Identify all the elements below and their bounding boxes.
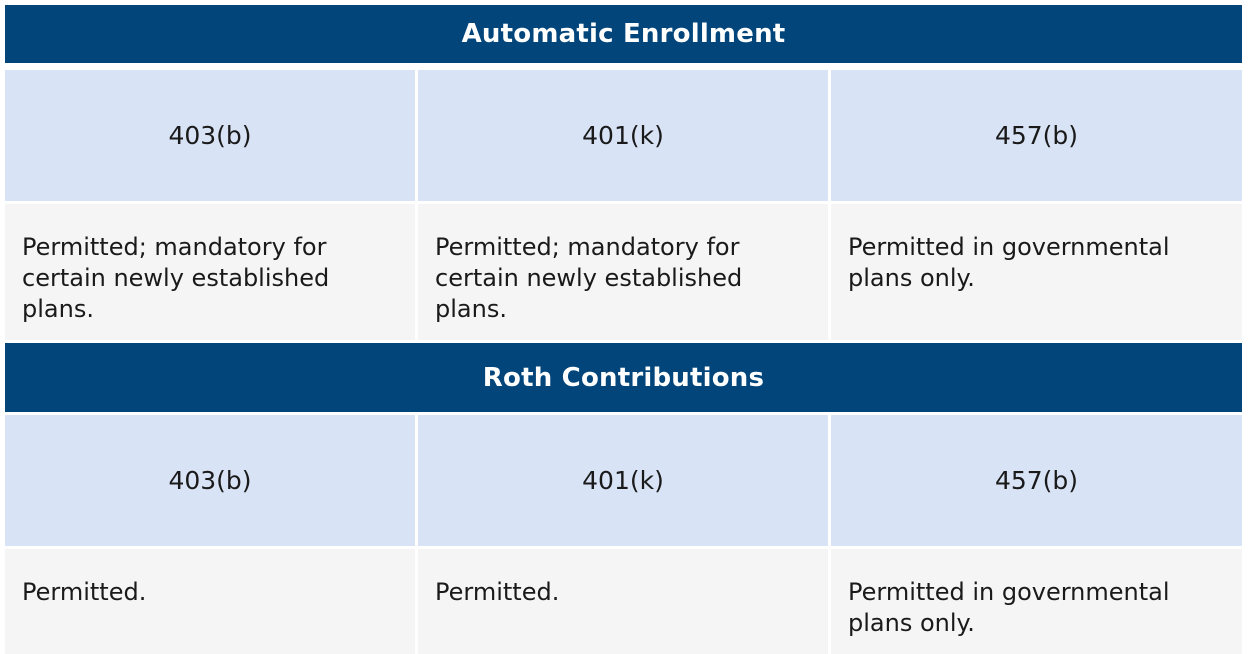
column-header-row — [5, 415, 1242, 546]
cell-457b-value: Permitted in governmental plans only. — [831, 549, 1242, 654]
cell-401k-value: Permitted. — [418, 549, 831, 654]
column-header-401k: 401(k) — [418, 415, 831, 546]
section-title-automatic-enrollment: Automatic Enrollment — [5, 5, 1242, 63]
comparison-table — [5, 5, 1242, 654]
column-header-row — [5, 70, 1242, 201]
column-header-401k: 401(k) — [418, 70, 831, 201]
cell-401k-value: Permitted; mandatory for certain newly established plans. — [418, 204, 831, 340]
table-row — [5, 204, 1242, 340]
column-header-457b: 457(b) — [831, 70, 1242, 201]
cell-457b-value: Permitted in governmental plans only. — [831, 204, 1242, 340]
section-title-roth-contributions: Roth Contributions — [5, 343, 1242, 412]
column-header-403b: 403(b) — [5, 415, 418, 546]
column-header-403b: 403(b) — [5, 70, 418, 201]
cell-403b-value: Permitted. — [5, 549, 418, 654]
table-row — [5, 549, 1242, 654]
column-header-457b: 457(b) — [831, 415, 1242, 546]
cell-403b-value: Permitted; mandatory for certain newly established plans. — [5, 204, 418, 340]
